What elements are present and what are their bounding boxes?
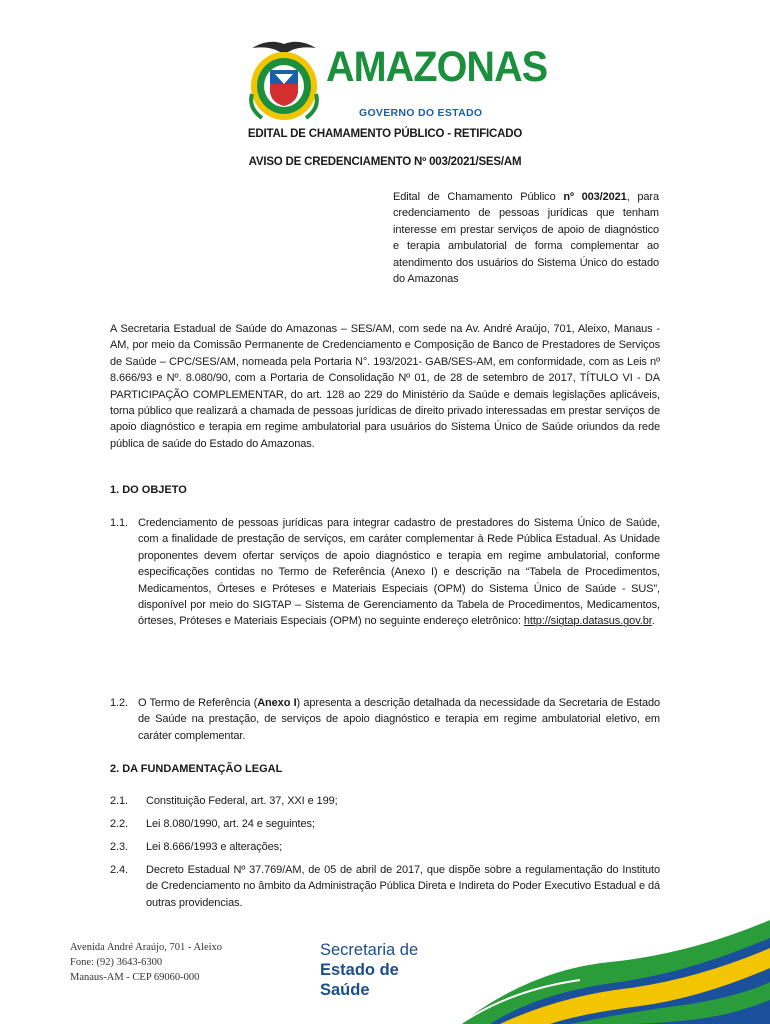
brand-title: AMAZONAS xyxy=(326,43,548,91)
clause-number: 1.1. xyxy=(110,517,128,529)
clause-number: 2.1. xyxy=(110,795,128,807)
address-line: Avenida André Araújo, 701 - Aleixo xyxy=(70,942,223,953)
ementa-number: nº 003/2021 xyxy=(563,191,627,203)
city-line: Manaus-AM - CEP 69060-000 xyxy=(70,972,200,983)
clause-1-1-text: Credenciamento de pessoas jurídicas para integrar cadastro de prestadores do Sistema Único de Saúde, com a finalidade de prestação de serviços, em caráter complementar à Rede Pública Estadual. As Unidade proponentes devem ofertar serviços de apoio diagnóstico e terapia em regime ambulatorial, conforme especificações contidas no Termo de Referência (Anexo I) e descrição na “Tabela de Procedimentos, Medicamentos, Órteses e Próteses e Materiais Especiais (OPM) do Sistema Único de Saúde - SUS”, disponível por meio do SIGTAP – Sistema de Gerenciamento da Tabela de Procedimentos, Medicamentos, órteses, Próteses e Materiais Especiais (OPM) no seguinte endereço eletrônico: xyxy=(138,517,660,628)
clause-text: Lei 8.666/1993 e alterações; xyxy=(146,841,283,853)
clause-number: 1.2. xyxy=(110,697,128,709)
section-heading-fundamentacao: 2. DA FUNDAMENTAÇÃO LEGAL xyxy=(110,763,283,775)
annex-reference: Anexo I xyxy=(257,697,297,709)
clause-number: 2.4. xyxy=(110,864,128,876)
ementa-paragraph xyxy=(393,189,659,287)
footer-waves-graphic xyxy=(460,920,770,1024)
clause-number: 2.2. xyxy=(110,818,128,830)
clause-text xyxy=(138,515,660,630)
secretaria-line-1: Secretaria de xyxy=(320,941,419,959)
ementa-pre: Edital de Chamamento Público xyxy=(393,191,564,203)
intro-paragraph: A Secretaria Estadual de Saúde do Amazonas – SES/AM, com sede na Av. André Araújo, 701, Aleixo, Manaus - AM, por meio da Comissão Permanente de Credenciamento e Composição de Banco de Prestadores de Serviços de Saúde – CPC/SES/AM, nomeada pela Portaria N°. 193/2021- GAB/SES-AM, em conformidade, com as Leis nº 8.666/93 e Nº. 8.080/90, com a Portaria de Consolidação Nº 01, de 28 de setembro de 2017, TÍTULO VI - DA PARTICIPAÇÃO COMPLEMENTAR, do art. 128 ao 229 do Ministério da Saúde e demais legislações aplicáveis, torna público que realizará a chamada de pessoas jurídicas de direito privado interessadas em prestar serviços de apoio diagnóstico e terapia em regime ambulatorial para usuários do Sistema Único de Saúde oriundos da rede pública de saúde do Estado do Amazonas. xyxy=(110,323,660,450)
clause-text xyxy=(138,695,660,744)
ementa-post: , para credenciamento de pessoas jurídicas que tenham interesse em prestar serviços de apoio de diagnóstico e terapia ambulatorial de forma complementar ao atendimento dos usuários do Sistema Único do estado do Amazonas xyxy=(393,191,659,286)
brand-subtitle: GOVERNO DO ESTADO xyxy=(359,107,483,119)
clause-1-1-end: . xyxy=(651,615,655,628)
secretaria-line-3: Saúde xyxy=(320,981,370,999)
sigtap-link[interactable]: http://sigtap.datasus.gov.br xyxy=(523,615,652,628)
clause-text: Decreto Estadual Nº 37.769/AM, de 05 de abril de 2017, que dispõe sobre a regulamentação do Instituto de Credenciamento no âmbito da Administração Pública Direta e Indireta do Poder Executivo Estadual e dá outras providencias. xyxy=(146,864,660,909)
secretaria-line-2: Estado de xyxy=(320,961,399,979)
clause-1-2-post: ) apresenta a descrição detalhada da necessidade da Secretaria de Estado de Saúde na prestação, de serviços de apoio diagnóstico e terapia em regime ambulatorial eletivo, em caráter complementar. xyxy=(138,697,660,742)
phone-line: Fone: (92) 3643-6300 xyxy=(70,957,163,968)
amazonas-logo xyxy=(244,34,548,124)
document-title: EDITAL DE CHAMAMENTO PÚBLICO - RETIFICADO xyxy=(247,128,523,140)
footer-secretaria xyxy=(320,940,418,1000)
clause-1-2-pre: O Termo de Referência ( xyxy=(138,697,258,709)
coat-of-arms-icon xyxy=(244,34,324,124)
clause-text: Lei 8.080/1990, art. 24 e seguintes; xyxy=(146,818,315,830)
section-heading-objeto: 1. DO OBJETO xyxy=(110,484,187,496)
clause-text: Constituição Federal, art. 37, XXI e 199; xyxy=(146,795,338,807)
notice-title: AVISO DE CREDENCIAMENTO Nº 003/2021/SES/AM xyxy=(248,156,522,168)
clause-number: 2.3. xyxy=(110,841,128,853)
footer-address xyxy=(70,940,222,985)
